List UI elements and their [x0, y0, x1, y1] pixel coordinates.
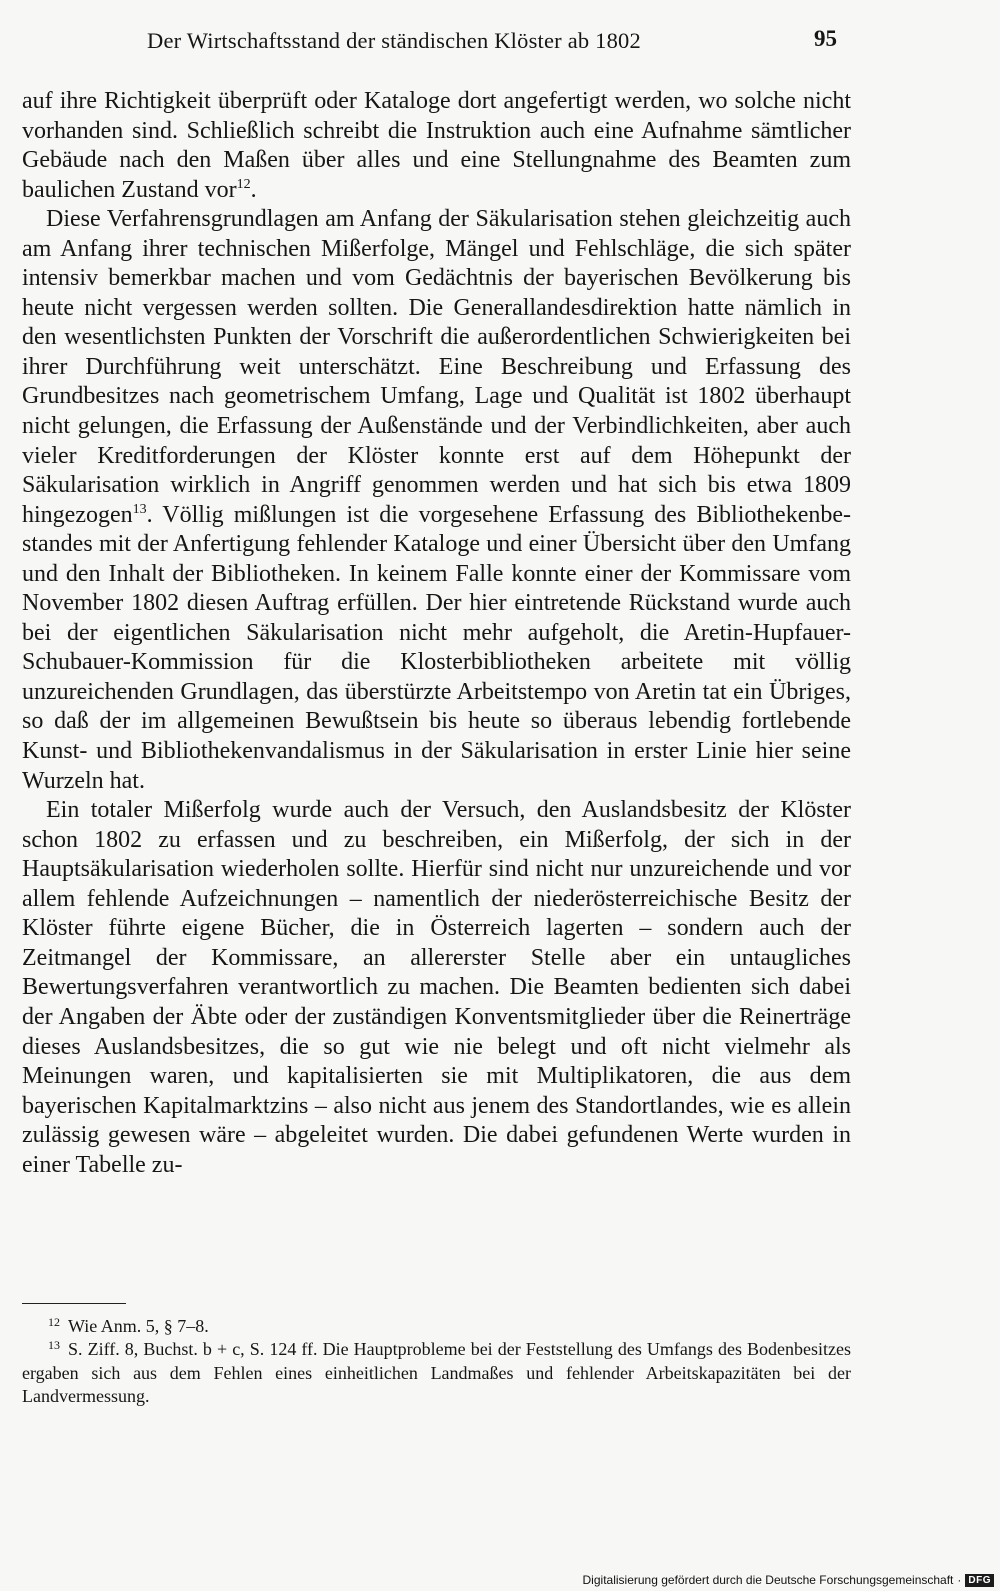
footnote-divider — [22, 1303, 126, 1304]
paragraph-1-text-2: . — [250, 176, 257, 203]
paragraph-2 — [22, 205, 851, 796]
running-header-title: Der Wirtschaftsstand der ständischen Klöster ab 1802 — [147, 28, 641, 53]
footnote-ref-12[interactable]: 12 — [236, 176, 251, 192]
paragraph-1 — [22, 87, 851, 205]
page-number: 95 — [814, 26, 837, 51]
paragraph-3 — [22, 796, 851, 1180]
footnote-number: 12 — [48, 1315, 60, 1329]
digitization-credit-text: Digitalisierung gefördert durch die Deutsche Forschungsgemeinschaft — [582, 1573, 954, 1587]
paragraph-2-text-2: . Völlig mißlungen ist die vorgesehene Erfassung des Bibliothekenbestandes mit der Anfertigung fehlender Kataloge und einer Übersicht über den Umfang und den Inhalt der Bibliotheken. In keinem Falle konnte einer der Kommissare vom November 1802 diesen Auftrag erfüllen. Der hier eintretende Rückstand wurde auch bei der eigentlichen Säkularisation nicht mehr aufgeholt, die Aretin-Hupfauer-Schubauer-Kommission für die Klosterbibliotheken arbeitete mit völlig unzureichenden Grundlagen, das überstürzte Arbeitstempo von Aretin tat ein Übriges, so daß der im allgemeinen Bewußtsein bis heute so überaus lebendig fortlebende Kunst- und Bibliothekenvandalismus in der Säkularisation in erster Linie hier seine Wurzeln hat. — [22, 501, 851, 794]
footnote-ref-13[interactable]: 13 — [132, 501, 147, 517]
footnotes — [22, 1315, 851, 1409]
footnote-text: S. Ziff. 8, Buchst. b + c, S. 124 ff. Die Hauptprobleme bei der Feststellung des Umfangs des Bodenbesitzes ergaben sich aus dem Fehlen eines einheitlichen Landmaßes und fehlender Arbeitskapazitäten bei der Landvermessung. — [22, 1339, 851, 1407]
separator-dot: · — [957, 1573, 962, 1587]
footnote-number: 13 — [48, 1338, 60, 1353]
footnote-text: Wie Anm. 5, § 7–8. — [68, 1316, 209, 1336]
paragraph-2-text-1: Diese Verfahrensgrundlagen am Anfang der Säkularisation stehen gleichzeitig auch am Anfang ihrer technischen Mißerfolge, Mängel und Fehlschläge, die sich später intensiv bemerkbar machen und vom Gedächtnis der bayerischen Bevölkerung bis heute nicht vergessen werden sollten. Die Generallandesdirektion hatte nämlich in den wesentlichsten Punkten der Vorschrift die außerordentlichen Schwierigkeiten bei ihrer Durchführung weit unterschätzt. Eine Beschreibung und Erfassung des Grundbesitzes nach geometrischem Umfang, Lage und Qualität ist 1802 überhaupt nicht gelungen, die Erfassung der Außenstände und der Verbindlichkeiten, aber auch vieler Kreditforderungen der Klöster konnte erst auf dem Höhepunkt der Säkularisation wirklich in Angriff genommen werden und hat sich bis etwa 1809 hingezogen — [22, 206, 851, 528]
footnote-12 — [22, 1315, 851, 1338]
digitization-credit — [583, 1573, 994, 1587]
footnote-13 — [22, 1338, 851, 1408]
paragraph-3-text-1: Ein totaler Mißerfolg wurde auch der Versuch, den Auslandsbesitz der Klöster schon 1802 zu erfassen und zu beschreiben, ein Mißerfolg, der sich in der Hauptsäkularisation wiederholen sollte. Hierfür sind nicht nur unzureichende und vor allem fehlende Aufzeichnungen – namentlich der niederösterreichische Besitz der Klöster führte eigene Bücher, die in Österreich lagerten – sondern auch der Zeitmangel der Kommissare, an allererster Stelle aber ein untaugliches Bewertungsverfahren verantwortlich zu machen. Die Beamten bedienten sich dabei der Angaben der Äbte oder der zuständigen Konventsmitglieder über die Reinerträge dieses Auslandsbesitzes, die so gut wie nie belegt und oft nicht vielmehr als Meinungen waren, und kapitalisierten sie mit Multiplikatoren, die aus dem bayerischen Kapitalmarktzins – also nicht aus jenem des Standortlandes, wie es allein zulässig gewesen wäre – abgeleitet wurden. Die dabei gefundenen Werte wurden in einer Tabelle zu- — [22, 797, 851, 1178]
dfg-logo-icon: DFG — [965, 1574, 994, 1587]
body-text — [22, 87, 851, 1180]
paragraph-1-text-1: auf ihre Richtigkeit überprüft oder Kataloge dort angefertigt werden, wo solche nicht vorhanden sind. Schließlich schreibt die Instruktion auch eine Aufnahme sämtlicher Gebäude nach den Maßen über alles und eine Stellungnahme des Beamten zum baulichen Zustand vor — [22, 88, 851, 203]
